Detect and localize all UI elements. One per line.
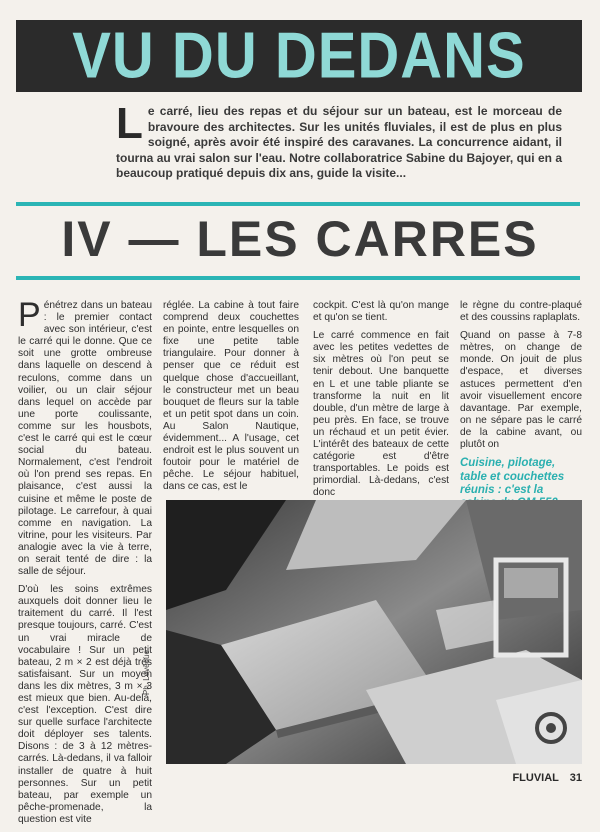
- column-3: [313, 300, 449, 506]
- cabin-photo-illustration: [166, 500, 582, 764]
- column-2: [163, 300, 299, 500]
- title-banner: [16, 20, 582, 92]
- col2-paragraph-1: réglée. La cabine à tout faire comprend deux couchettes en pointe, entre lesquelles on fixe une petite table triangulaire. Pour donner à penser que ce réduit est quelque chose d'accueillant, le constructeur met un beau bouquet de fleurs sur la table et un petit spot dans un coin. Au Salon Nautique, évidemment... A l'usage, cet endroit est le plus souvent un foutoir pour le matériel de pêche. Le séjour habituel, dans ce cas, est le: [163, 300, 299, 493]
- banner-title: VU DU DEDANS: [72, 19, 526, 92]
- column-4: [460, 300, 582, 511]
- cabin-photo: [166, 500, 582, 764]
- photo-caption: Cuisine, pilotage, table et couchettes réunis : c'est la: [460, 457, 565, 496]
- magazine-name: FLUVIAL: [512, 772, 559, 784]
- intro-paragraph: [116, 99, 562, 182]
- col1-paragraph-1: [18, 296, 152, 578]
- page-footer: [512, 772, 582, 784]
- col4-paragraph-2: Quand on passe à 7-8 mètres, on change de monde. On jouit de plus d'espace, et diverses astuces permettent d'en avoir visuellement encore davantage. Par exemple, on ne sépare pas le carré de la cabine avant, ou plutôt on: [460, 330, 582, 451]
- photo-credit: Ph. Levêque: [142, 650, 151, 695]
- col1-p1-text: énétrez dans un bateau : le premier contact avec son intérieur, c'est le carré qui le donne. Que ce soit une grotte ombreuse dans laquelle on descend à reculons, comme dans un voilier, ou un clair séjour dans lequel on accède par une porte coulissante, comme sur les housbots, c'est le carré qui est le cœur social du bateau. Normalement, c'est l'endroit où l'on prend ses repas. En plaisance, c'est aussi la cuisine et même le poste de pilotage. Le carrefour, à quai comme en navigation. La vitrine, pour les visiteurs. Par analogie avec la vie à terre, on serait tenté de dire : la salle de séjour.: [18, 300, 152, 578]
- col3-paragraph-2: Le carré commence en fait avec les petites vedettes de six mètres où l'on peut se tenir debout. Une banquette en L et une table pliante se transforme la nuit en lit double, d'un mètre de large à peu près. En face, se trouve un réchaud et un petit évier. L'intérêt des bateaux de cette catégorie est d'être transportables. Le poids est primordial. Là-dedans, c'est donc: [313, 330, 449, 499]
- col3-paragraph-1: cockpit. C'est là qu'on mange et qu'on se tient.: [313, 300, 449, 324]
- intro-dropcap: L: [116, 99, 143, 148]
- article-dropcap: P: [18, 296, 41, 334]
- col1-paragraph-2: D'où les soins extrêmes auxquels doit donner lieu le traitement du carré. Il l'est presque toujours, carré. C'est un vrai miracle de vocabulaire ! Sur un petit bateau, 2 m × 2 est déjà très satisfaisant. Sur un moyen dans les dix mètres, 3 m × 3 est mieux que bien. Au-delà, c'est l'exception. C'est dire sur quelle surface l'architecte doit déployer ses talents. Disons : de 3 à 12 mètres-carrés. Là-dedans, il va falloir installer de quatre à huit personnes. Sur un petit bateau, par exemple un pêche-promenade, la question est vite: [18, 584, 152, 825]
- section-title: IV — LES CARRES: [61, 211, 539, 267]
- intro-text: e carré, lieu des repas et du séjour sur un bateau, est le morceau de bravoure des architectes. Sur les unités fluviales, il est de plus en plus soigné, après avoir été inspiré des caravanes. La concurrence aidant, il tourna au vrai salon sur l'eau. Notre collaboratrice Sabine du Bajoyer, qui en a beaucoup pratiqué depuis dix ans, guide la visite...: [116, 104, 562, 181]
- page-number: 31: [569, 772, 582, 784]
- column-1: [18, 296, 152, 832]
- bottom-rule: [16, 276, 580, 280]
- col4-paragraph-1: le règne du contre-plaqué et des coussins raplaplats.: [460, 300, 582, 324]
